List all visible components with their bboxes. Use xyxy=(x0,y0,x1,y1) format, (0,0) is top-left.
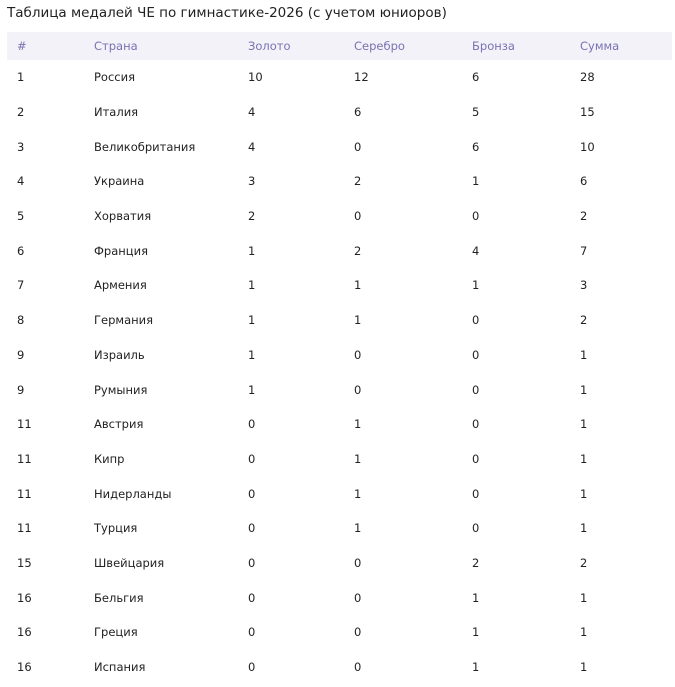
total-cell: 3 xyxy=(580,278,588,293)
gold-cell: 0 xyxy=(248,625,256,640)
column-header-total[interactable]: Сумма xyxy=(580,39,620,53)
bronze-cell: 2 xyxy=(472,555,480,570)
gold-cell: 1 xyxy=(248,278,256,293)
medal-table xyxy=(7,32,672,684)
silver-cell: 2 xyxy=(354,243,362,258)
gold-cell: 0 xyxy=(248,417,256,432)
table-row xyxy=(7,372,672,407)
bronze-cell: 1 xyxy=(472,174,480,189)
table-row xyxy=(7,511,672,546)
silver-cell: 0 xyxy=(354,625,362,640)
rank-cell: 11 xyxy=(17,486,32,501)
silver-cell: 6 xyxy=(354,105,362,120)
silver-cell: 12 xyxy=(354,70,369,85)
table-row xyxy=(7,650,672,685)
country-cell: Швейцария xyxy=(94,555,165,570)
bronze-cell: 5 xyxy=(472,105,480,120)
total-cell: 1 xyxy=(580,451,588,466)
gold-cell: 0 xyxy=(248,555,256,570)
country-cell: Великобритания xyxy=(94,139,196,154)
bronze-cell: 0 xyxy=(472,521,480,536)
total-cell: 1 xyxy=(580,417,588,432)
column-header-bronze[interactable]: Бронза xyxy=(472,39,515,53)
gold-cell: 0 xyxy=(248,660,256,675)
country-cell: Россия xyxy=(94,70,136,85)
rank-cell: 3 xyxy=(17,139,25,154)
rank-cell: 16 xyxy=(17,625,32,640)
bronze-cell: 0 xyxy=(472,486,480,501)
table-header xyxy=(7,32,672,60)
gold-cell: 1 xyxy=(248,347,256,362)
silver-cell: 1 xyxy=(354,278,362,293)
silver-cell: 1 xyxy=(354,313,362,328)
bronze-cell: 1 xyxy=(472,660,480,675)
country-cell: Израиль xyxy=(94,347,145,362)
total-cell: 7 xyxy=(580,243,588,258)
gold-cell: 1 xyxy=(248,313,256,328)
gold-cell: 1 xyxy=(248,243,256,258)
table-row xyxy=(7,476,672,511)
rank-cell: 16 xyxy=(17,590,32,605)
country-cell: Бельгия xyxy=(94,590,144,605)
bronze-cell: 6 xyxy=(472,139,480,154)
table-row xyxy=(7,442,672,477)
total-cell: 1 xyxy=(580,347,588,362)
table-row xyxy=(7,338,672,373)
total-cell: 28 xyxy=(580,70,595,85)
rank-cell: 8 xyxy=(17,313,25,328)
total-cell: 1 xyxy=(580,486,588,501)
bronze-cell: 0 xyxy=(472,347,480,362)
table-row xyxy=(7,199,672,234)
bronze-cell: 1 xyxy=(472,625,480,640)
total-cell: 1 xyxy=(580,625,588,640)
column-header-silver[interactable]: Серебро xyxy=(354,39,405,53)
rank-cell: 9 xyxy=(17,347,25,362)
silver-cell: 0 xyxy=(354,660,362,675)
silver-cell: 0 xyxy=(354,590,362,605)
gold-cell: 0 xyxy=(248,486,256,501)
gold-cell: 10 xyxy=(248,70,263,85)
silver-cell: 1 xyxy=(354,486,362,501)
total-cell: 1 xyxy=(580,590,588,605)
total-cell: 2 xyxy=(580,209,588,224)
bronze-cell: 0 xyxy=(472,313,480,328)
total-cell: 10 xyxy=(580,139,595,154)
silver-cell: 1 xyxy=(354,451,362,466)
rank-cell: 4 xyxy=(17,174,25,189)
table-row xyxy=(7,303,672,338)
table-row xyxy=(7,580,672,615)
silver-cell: 0 xyxy=(354,209,362,224)
rank-cell: 9 xyxy=(17,382,25,397)
bronze-cell: 6 xyxy=(472,70,480,85)
total-cell: 2 xyxy=(580,555,588,570)
total-cell: 1 xyxy=(580,382,588,397)
table-row xyxy=(7,60,672,95)
rank-cell: 11 xyxy=(17,521,32,536)
silver-cell: 0 xyxy=(354,139,362,154)
bronze-cell: 0 xyxy=(472,382,480,397)
bronze-cell: 1 xyxy=(472,590,480,605)
rank-cell: 11 xyxy=(17,417,32,432)
column-header-rank[interactable]: # xyxy=(17,39,27,53)
country-cell: Румыния xyxy=(94,382,148,397)
total-cell: 2 xyxy=(580,313,588,328)
table-row xyxy=(7,546,672,581)
silver-cell: 0 xyxy=(354,382,362,397)
gold-cell: 4 xyxy=(248,105,256,120)
total-cell: 6 xyxy=(580,174,588,189)
table-row xyxy=(7,164,672,199)
country-cell: Франция xyxy=(94,243,148,258)
gold-cell: 0 xyxy=(248,521,256,536)
total-cell: 1 xyxy=(580,660,588,675)
country-cell: Австрия xyxy=(94,417,144,432)
gold-cell: 3 xyxy=(248,174,256,189)
country-cell: Украина xyxy=(94,174,145,189)
gold-cell: 2 xyxy=(248,209,256,224)
rank-cell: 2 xyxy=(17,105,25,120)
gold-cell: 1 xyxy=(248,382,256,397)
bronze-cell: 0 xyxy=(472,451,480,466)
silver-cell: 0 xyxy=(354,555,362,570)
country-cell: Хорватия xyxy=(94,209,152,224)
gold-cell: 4 xyxy=(248,139,256,154)
table-row xyxy=(7,95,672,130)
silver-cell: 2 xyxy=(354,174,362,189)
country-cell: Греция xyxy=(94,625,138,640)
country-cell: Италия xyxy=(94,105,139,120)
total-cell: 15 xyxy=(580,105,595,120)
table-row xyxy=(7,615,672,650)
column-header-country[interactable]: Страна xyxy=(94,39,138,53)
table-row xyxy=(7,407,672,442)
rank-cell: 5 xyxy=(17,209,25,224)
gold-cell: 0 xyxy=(248,451,256,466)
table-title: Таблица медалей ЧЕ по гимнастике-2026 (с учетом юниоров) xyxy=(7,5,447,21)
country-cell: Испания xyxy=(94,660,146,675)
rank-cell: 7 xyxy=(17,278,25,293)
table-row xyxy=(7,268,672,303)
country-cell: Нидерланды xyxy=(94,486,172,501)
country-cell: Германия xyxy=(94,313,154,328)
rank-cell: 1 xyxy=(17,70,25,85)
bronze-cell: 4 xyxy=(472,243,480,258)
gold-cell: 0 xyxy=(248,590,256,605)
rank-cell: 6 xyxy=(17,243,25,258)
total-cell: 1 xyxy=(580,521,588,536)
rank-cell: 16 xyxy=(17,660,32,675)
silver-cell: 1 xyxy=(354,521,362,536)
country-cell: Кипр xyxy=(94,451,125,466)
country-cell: Турция xyxy=(94,521,138,536)
rank-cell: 15 xyxy=(17,555,32,570)
silver-cell: 1 xyxy=(354,417,362,432)
bronze-cell: 1 xyxy=(472,278,480,293)
bronze-cell: 0 xyxy=(472,209,480,224)
bronze-cell: 0 xyxy=(472,417,480,432)
silver-cell: 0 xyxy=(354,347,362,362)
rank-cell: 11 xyxy=(17,451,32,466)
table-row xyxy=(7,129,672,164)
table-row xyxy=(7,233,672,268)
country-cell: Армения xyxy=(94,278,147,293)
table-body xyxy=(7,60,672,684)
column-header-gold[interactable]: Золото xyxy=(248,39,291,53)
